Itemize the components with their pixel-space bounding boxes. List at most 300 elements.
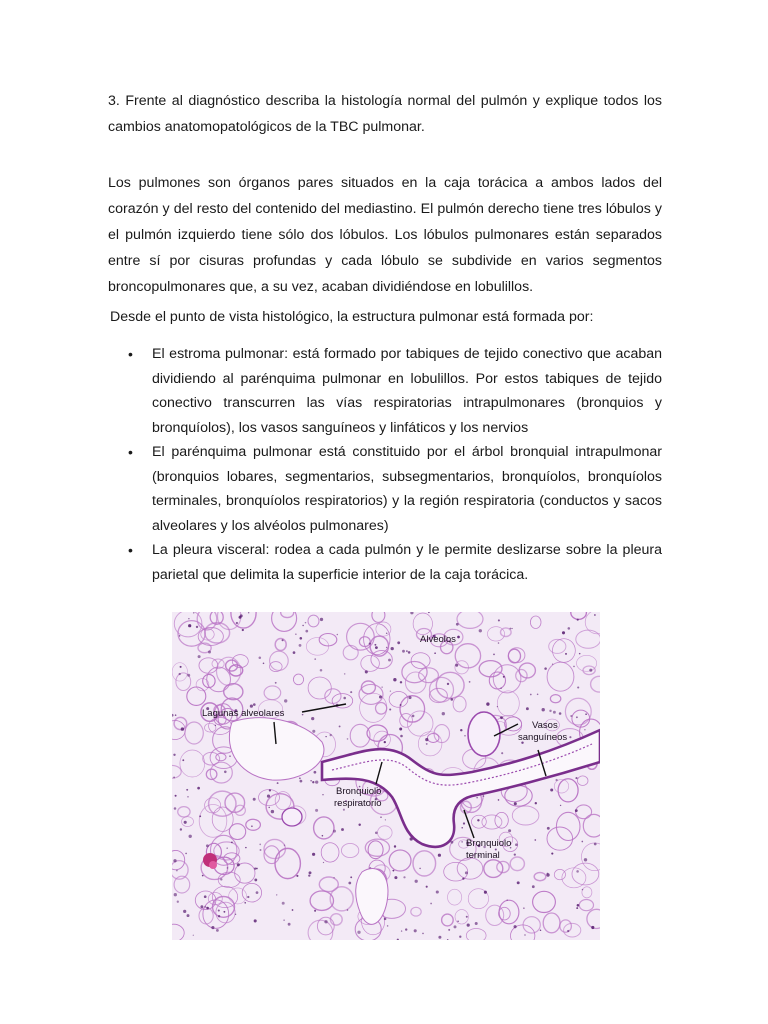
cell-nucleus bbox=[188, 618, 189, 619]
alveolus bbox=[579, 900, 593, 911]
alveolus bbox=[576, 630, 600, 648]
cell-nucleus bbox=[224, 771, 227, 774]
alveolus bbox=[246, 819, 261, 830]
cell-nucleus bbox=[375, 832, 378, 835]
cell-nucleus bbox=[379, 695, 382, 698]
cell-nucleus bbox=[350, 691, 352, 693]
alveolus bbox=[564, 923, 581, 937]
cell-nucleus bbox=[179, 673, 181, 675]
cell-nucleus bbox=[253, 798, 256, 801]
alveolus bbox=[374, 731, 391, 748]
cell-nucleus bbox=[475, 922, 478, 925]
label-bronquiolo-respiratorio-line2: respiratorio bbox=[334, 798, 382, 809]
alveolus bbox=[210, 762, 232, 783]
cell-nucleus bbox=[403, 876, 405, 878]
alveolus bbox=[308, 677, 331, 699]
alveolus bbox=[370, 636, 388, 656]
cell-nucleus bbox=[576, 716, 578, 718]
alveolus bbox=[361, 655, 380, 671]
cell-nucleus bbox=[348, 882, 351, 885]
label-lagunas-alveolares: Lagunas alveolares bbox=[202, 708, 285, 719]
cell-nucleus bbox=[229, 755, 231, 757]
cell-nucleus bbox=[312, 853, 315, 856]
lung-histology-figure bbox=[172, 612, 600, 940]
alveolus bbox=[436, 672, 464, 698]
cell-nucleus bbox=[179, 635, 180, 636]
alveolus bbox=[479, 661, 502, 677]
cell-nucleus bbox=[231, 841, 233, 843]
cell-nucleus bbox=[263, 663, 265, 665]
cell-nucleus bbox=[565, 653, 567, 655]
cell-nucleus bbox=[302, 625, 303, 626]
cell-nucleus bbox=[175, 714, 177, 716]
label-vasos-line1: Vasos bbox=[532, 720, 558, 731]
cell-nucleus bbox=[552, 664, 553, 665]
alveolus bbox=[472, 815, 487, 828]
cell-nucleus bbox=[236, 622, 238, 624]
cell-nucleus bbox=[276, 894, 277, 895]
cell-nucleus bbox=[555, 779, 557, 781]
cell-nucleus bbox=[216, 929, 219, 932]
alveolus bbox=[413, 851, 436, 876]
cell-nucleus bbox=[569, 736, 571, 738]
cell-nucleus bbox=[259, 657, 262, 660]
cell-nucleus bbox=[450, 698, 453, 701]
cell-nucleus bbox=[401, 930, 402, 931]
cell-nucleus bbox=[204, 906, 206, 908]
cell-nucleus bbox=[347, 909, 349, 911]
alveolus bbox=[242, 883, 261, 902]
cell-nucleus bbox=[320, 669, 323, 672]
cell-nucleus bbox=[299, 777, 301, 779]
cell-nucleus bbox=[594, 843, 597, 846]
cell-nucleus bbox=[467, 924, 470, 927]
label-alveolos: Alveolos bbox=[420, 634, 456, 645]
alveolus bbox=[172, 663, 187, 681]
cell-nucleus bbox=[186, 789, 188, 791]
cell-nucleus bbox=[254, 878, 257, 881]
cell-nucleus bbox=[577, 904, 580, 907]
cell-nucleus bbox=[388, 659, 391, 662]
alveolus bbox=[343, 645, 358, 659]
cell-nucleus bbox=[514, 853, 516, 855]
alveolus bbox=[482, 815, 502, 829]
cell-nucleus bbox=[422, 933, 424, 935]
alveolus bbox=[457, 612, 483, 628]
cell-nucleus bbox=[193, 612, 194, 613]
alveolus bbox=[172, 924, 184, 940]
cell-nucleus bbox=[197, 787, 200, 790]
cell-nucleus bbox=[173, 754, 175, 756]
cell-nucleus bbox=[200, 905, 203, 908]
cell-nucleus bbox=[180, 666, 182, 668]
cell-nucleus bbox=[312, 781, 314, 783]
cell-nucleus bbox=[394, 845, 396, 847]
cell-nucleus bbox=[188, 624, 191, 627]
cell-nucleus bbox=[386, 647, 387, 648]
cell-nucleus bbox=[343, 697, 346, 700]
cell-nucleus bbox=[235, 914, 236, 915]
cell-nucleus bbox=[253, 703, 256, 706]
cell-nucleus bbox=[570, 715, 572, 717]
cell-nucleus bbox=[254, 867, 256, 869]
cell-nucleus bbox=[309, 871, 312, 874]
cell-nucleus bbox=[562, 631, 565, 634]
cell-nucleus bbox=[393, 678, 396, 681]
cell-nucleus bbox=[305, 630, 308, 633]
cell-nucleus bbox=[576, 870, 579, 873]
cell-nucleus bbox=[220, 878, 222, 880]
cell-nucleus bbox=[455, 664, 458, 667]
cell-nucleus bbox=[218, 915, 220, 917]
cell-nucleus bbox=[585, 713, 587, 715]
cell-nucleus bbox=[185, 853, 187, 855]
cell-nucleus bbox=[479, 629, 482, 632]
cell-nucleus bbox=[399, 728, 402, 731]
cell-nucleus bbox=[387, 925, 389, 927]
cell-nucleus bbox=[428, 612, 430, 613]
cell-nucleus bbox=[330, 734, 332, 736]
cell-nucleus bbox=[462, 877, 464, 879]
cell-nucleus bbox=[584, 729, 585, 730]
cell-nucleus bbox=[524, 934, 525, 935]
cell-nucleus bbox=[397, 641, 400, 644]
alveolus bbox=[591, 676, 600, 692]
intro-paragraph: Los pulmones son órganos pares situados en la caja torácica a ambos lados del corazón y del resto del contenido del mediastino. El pulmón derecho tiene tres lóbulos y el pulmón izquierdo tiene sólo dos lóbulos. Los lóbulos pulmonares están separados entre sí por cisuras profundas y cada lóbulo se subdivide en varios segmentos broncopulmonares que, a su vez, acaban dividiéndose en lobulillos. bbox=[108, 175, 662, 295]
alveolus bbox=[376, 622, 391, 636]
lead-sentence: Desde el punto de vista histológico, la estructura pulmonar está formada por: bbox=[110, 309, 594, 325]
cell-nucleus bbox=[391, 647, 394, 650]
alveolus bbox=[172, 765, 181, 778]
cell-nucleus bbox=[406, 650, 408, 652]
cell-nucleus bbox=[402, 650, 405, 653]
cell-nucleus bbox=[410, 612, 413, 614]
alveolus bbox=[198, 628, 223, 646]
cell-nucleus bbox=[460, 729, 462, 731]
alveolus bbox=[565, 698, 591, 725]
alveolus bbox=[205, 623, 230, 643]
cell-nucleus bbox=[284, 845, 285, 846]
alveolus bbox=[341, 843, 358, 857]
cell-nucleus bbox=[204, 895, 207, 898]
alveolus bbox=[264, 839, 285, 858]
cell-nucleus bbox=[553, 711, 556, 714]
bullet-icon: • bbox=[128, 542, 133, 558]
cell-nucleus bbox=[544, 667, 547, 670]
cell-nucleus bbox=[174, 807, 177, 810]
alveolus bbox=[413, 613, 432, 635]
cell-nucleus bbox=[503, 676, 505, 678]
cell-nucleus bbox=[314, 771, 317, 774]
cell-nucleus bbox=[172, 714, 174, 717]
label-vasos-line2: sanguíneos bbox=[518, 732, 568, 743]
cell-nucleus bbox=[322, 835, 324, 837]
alveolus bbox=[533, 891, 556, 912]
cell-nucleus bbox=[426, 743, 428, 745]
cell-nucleus bbox=[384, 918, 387, 921]
cell-nucleus bbox=[581, 841, 583, 843]
cell-nucleus bbox=[400, 681, 402, 683]
cell-nucleus bbox=[509, 628, 511, 630]
bullet-icon: • bbox=[128, 346, 133, 362]
alveolus bbox=[582, 843, 601, 871]
cell-nucleus bbox=[296, 875, 298, 877]
cell-nucleus bbox=[283, 919, 285, 921]
alveolus bbox=[583, 814, 600, 837]
alveolus bbox=[576, 805, 592, 819]
cell-nucleus bbox=[442, 712, 445, 715]
cell-nucleus bbox=[465, 871, 468, 874]
cell-nucleus bbox=[591, 926, 594, 929]
alveolus bbox=[562, 868, 586, 888]
cell-nucleus bbox=[438, 854, 441, 857]
alveolus bbox=[231, 612, 256, 628]
histology-micrograph bbox=[172, 612, 600, 940]
cell-nucleus bbox=[577, 619, 579, 621]
cell-nucleus bbox=[314, 910, 316, 912]
alveolus bbox=[497, 691, 519, 716]
cell-nucleus bbox=[582, 889, 583, 890]
bullet-text: El parénquima pulmonar está constituido por el árbol bronquial intrapulmonar (bronquios lobares, segmentarios, subsegmentarios, bronquíolos, bronquíolos terminales, bronquíolos respiratorios) y la región respiratoria (conductos y sacos alveolares y los alvéolos pulmonares) bbox=[152, 444, 662, 534]
cell-nucleus bbox=[594, 614, 596, 616]
alveolus bbox=[376, 703, 387, 715]
cell-nucleus bbox=[302, 714, 304, 716]
cell-nucleus bbox=[189, 835, 192, 838]
bullet-text: La pleura visceral: rodea a cada pulmón y le permite deslizarse sobre la pleura parietal que delimita la superficie interior de la caja torácica. bbox=[152, 542, 662, 583]
cell-nucleus bbox=[542, 708, 545, 711]
cell-nucleus bbox=[530, 694, 532, 696]
cell-nucleus bbox=[180, 828, 182, 830]
cell-nucleus bbox=[483, 795, 485, 797]
cell-nucleus bbox=[500, 716, 503, 719]
list-item bbox=[108, 342, 662, 440]
alveolus bbox=[317, 917, 334, 935]
cell-nucleus bbox=[271, 810, 274, 813]
cell-nucleus bbox=[375, 646, 378, 649]
cell-nucleus bbox=[535, 802, 537, 804]
alveolus bbox=[216, 753, 226, 760]
cell-nucleus bbox=[223, 911, 225, 913]
alveolus bbox=[185, 722, 203, 744]
bullet-text: El estroma pulmonar: está formado por tabiques de tejido conectivo que acaban dividiendo al parénquima pulmonar en lobulillos. Por estos tabiques de tejido conectivo transcurren las vías respiratorias intrapulmonares (bronquios y bronquíolos), los vasos sanguíneos y linfáticos y los nervios bbox=[152, 346, 662, 436]
alveolus bbox=[582, 887, 592, 898]
cell-nucleus bbox=[227, 867, 229, 869]
alveolus bbox=[187, 687, 206, 705]
cell-nucleus bbox=[568, 627, 571, 630]
cell-nucleus bbox=[174, 893, 177, 896]
alveolus bbox=[308, 615, 319, 627]
cell-nucleus bbox=[547, 827, 550, 830]
alveolus bbox=[429, 688, 447, 702]
cell-nucleus bbox=[469, 681, 471, 683]
cell-nucleus bbox=[244, 902, 246, 904]
cell-nucleus bbox=[438, 936, 441, 939]
alveolus bbox=[180, 750, 205, 777]
cell-nucleus bbox=[310, 780, 311, 781]
cell-nucleus bbox=[457, 920, 459, 922]
cell-nucleus bbox=[412, 715, 415, 718]
cell-nucleus bbox=[523, 907, 525, 909]
cell-nucleus bbox=[551, 853, 553, 855]
alveolus bbox=[264, 686, 281, 700]
alveolar-lacuna bbox=[229, 718, 324, 780]
alveolus bbox=[530, 616, 541, 628]
alveolus bbox=[360, 693, 387, 722]
cell-nucleus bbox=[415, 880, 418, 883]
cell-nucleus bbox=[237, 863, 240, 866]
cell-nucleus bbox=[559, 712, 562, 715]
cell-nucleus bbox=[400, 735, 403, 738]
alveolus bbox=[457, 858, 483, 879]
alveolus bbox=[321, 843, 339, 862]
alveolus bbox=[389, 850, 411, 871]
cell-nucleus bbox=[560, 805, 561, 806]
cell-nucleus bbox=[173, 859, 176, 862]
cell-nucleus bbox=[576, 907, 578, 909]
cell-nucleus bbox=[305, 622, 307, 624]
cell-nucleus bbox=[575, 777, 577, 779]
cell-nucleus bbox=[498, 799, 500, 801]
cell-nucleus bbox=[584, 858, 587, 861]
cell-nucleus bbox=[245, 847, 246, 848]
cell-nucleus bbox=[514, 802, 517, 805]
cell-nucleus bbox=[254, 919, 257, 922]
cell-nucleus bbox=[385, 819, 386, 820]
cell-nucleus bbox=[501, 752, 503, 754]
alveolus bbox=[174, 717, 187, 729]
alveolus bbox=[499, 907, 511, 920]
small-vessel bbox=[282, 808, 302, 826]
cell-nucleus bbox=[567, 930, 569, 932]
cell-nucleus bbox=[464, 735, 466, 737]
cell-nucleus bbox=[187, 796, 189, 798]
alveolus bbox=[224, 684, 243, 700]
cell-nucleus bbox=[408, 696, 411, 699]
alveolus bbox=[442, 914, 454, 926]
alveolus bbox=[556, 812, 580, 840]
cell-nucleus bbox=[447, 683, 449, 685]
alveolus bbox=[577, 776, 588, 786]
cell-nucleus bbox=[269, 789, 271, 791]
cell-nucleus bbox=[198, 655, 201, 658]
cell-nucleus bbox=[267, 795, 270, 798]
alveolus bbox=[512, 806, 539, 825]
alveolus bbox=[199, 805, 227, 838]
alveolus bbox=[281, 612, 294, 618]
cell-nucleus bbox=[259, 844, 261, 846]
cell-nucleus bbox=[457, 636, 460, 639]
cell-nucleus bbox=[414, 929, 417, 932]
cell-nucleus bbox=[498, 619, 500, 621]
cell-nucleus bbox=[282, 639, 284, 641]
blood-vessel bbox=[468, 712, 500, 756]
pointer-line bbox=[464, 810, 474, 838]
cell-nucleus bbox=[369, 643, 371, 645]
alveolus bbox=[178, 807, 190, 817]
cell-nucleus bbox=[434, 652, 436, 654]
cell-nucleus bbox=[358, 824, 360, 826]
cell-nucleus bbox=[365, 670, 368, 673]
alveolus bbox=[330, 914, 342, 925]
cell-nucleus bbox=[251, 825, 253, 827]
alveolus bbox=[407, 711, 433, 736]
cell-nucleus bbox=[206, 907, 209, 910]
cell-nucleus bbox=[218, 909, 220, 911]
cell-nucleus bbox=[484, 891, 487, 894]
cell-nucleus bbox=[537, 694, 539, 696]
label-bronquiolo-terminal-line1: Bronquiolo bbox=[466, 838, 512, 849]
alveolus bbox=[275, 639, 286, 651]
alveolus bbox=[547, 662, 574, 691]
alveolus bbox=[466, 929, 486, 941]
cell-nucleus bbox=[394, 876, 397, 879]
cell-nucleus bbox=[456, 623, 459, 626]
cell-nucleus bbox=[199, 815, 201, 817]
alveolus bbox=[554, 869, 565, 879]
cell-nucleus bbox=[577, 686, 579, 688]
cell-nucleus bbox=[173, 776, 175, 778]
cell-nucleus bbox=[211, 926, 214, 929]
cell-nucleus bbox=[333, 830, 336, 833]
cell-nucleus bbox=[466, 916, 468, 918]
cell-nucleus bbox=[181, 727, 184, 730]
cell-nucleus bbox=[461, 827, 463, 829]
cell-nucleus bbox=[299, 644, 302, 647]
cell-nucleus bbox=[248, 612, 249, 613]
alveolus bbox=[549, 639, 566, 653]
cell-nucleus bbox=[256, 891, 259, 894]
cell-nucleus bbox=[300, 780, 303, 783]
cell-nucleus bbox=[408, 651, 411, 654]
alveolus bbox=[501, 628, 512, 637]
cell-nucleus bbox=[315, 809, 318, 812]
cell-nucleus bbox=[187, 914, 190, 917]
cell-nucleus bbox=[419, 868, 421, 870]
cell-nucleus bbox=[517, 881, 520, 884]
alveolus bbox=[577, 655, 597, 671]
alveolus bbox=[182, 817, 194, 827]
alveolus bbox=[583, 666, 595, 675]
cell-nucleus bbox=[314, 658, 316, 660]
cell-nucleus bbox=[573, 666, 575, 668]
alveolus bbox=[293, 674, 303, 685]
alveolus bbox=[448, 889, 462, 905]
cell-nucleus bbox=[312, 730, 315, 733]
cell-nucleus bbox=[381, 686, 382, 687]
cell-nucleus bbox=[206, 844, 209, 847]
alveolus bbox=[411, 907, 421, 916]
cell-nucleus bbox=[500, 687, 501, 688]
cell-nucleus bbox=[386, 632, 388, 634]
cell-nucleus bbox=[177, 901, 179, 903]
cell-nucleus bbox=[339, 725, 341, 727]
cell-nucleus bbox=[184, 821, 187, 824]
cell-nucleus bbox=[390, 690, 391, 691]
cell-nucleus bbox=[459, 936, 461, 938]
cell-nucleus bbox=[392, 870, 394, 872]
alveolus bbox=[365, 839, 389, 856]
cell-nucleus bbox=[322, 794, 323, 795]
cell-nucleus bbox=[498, 642, 500, 644]
cell-nucleus bbox=[215, 725, 216, 726]
cell-nucleus bbox=[347, 738, 349, 740]
label-bronquiolo-terminal-line2: terminal bbox=[466, 850, 500, 861]
cell-nucleus bbox=[374, 644, 376, 646]
cell-nucleus bbox=[405, 928, 407, 930]
alveolus bbox=[212, 807, 233, 831]
cell-nucleus bbox=[176, 870, 178, 872]
alveolus bbox=[587, 909, 600, 928]
